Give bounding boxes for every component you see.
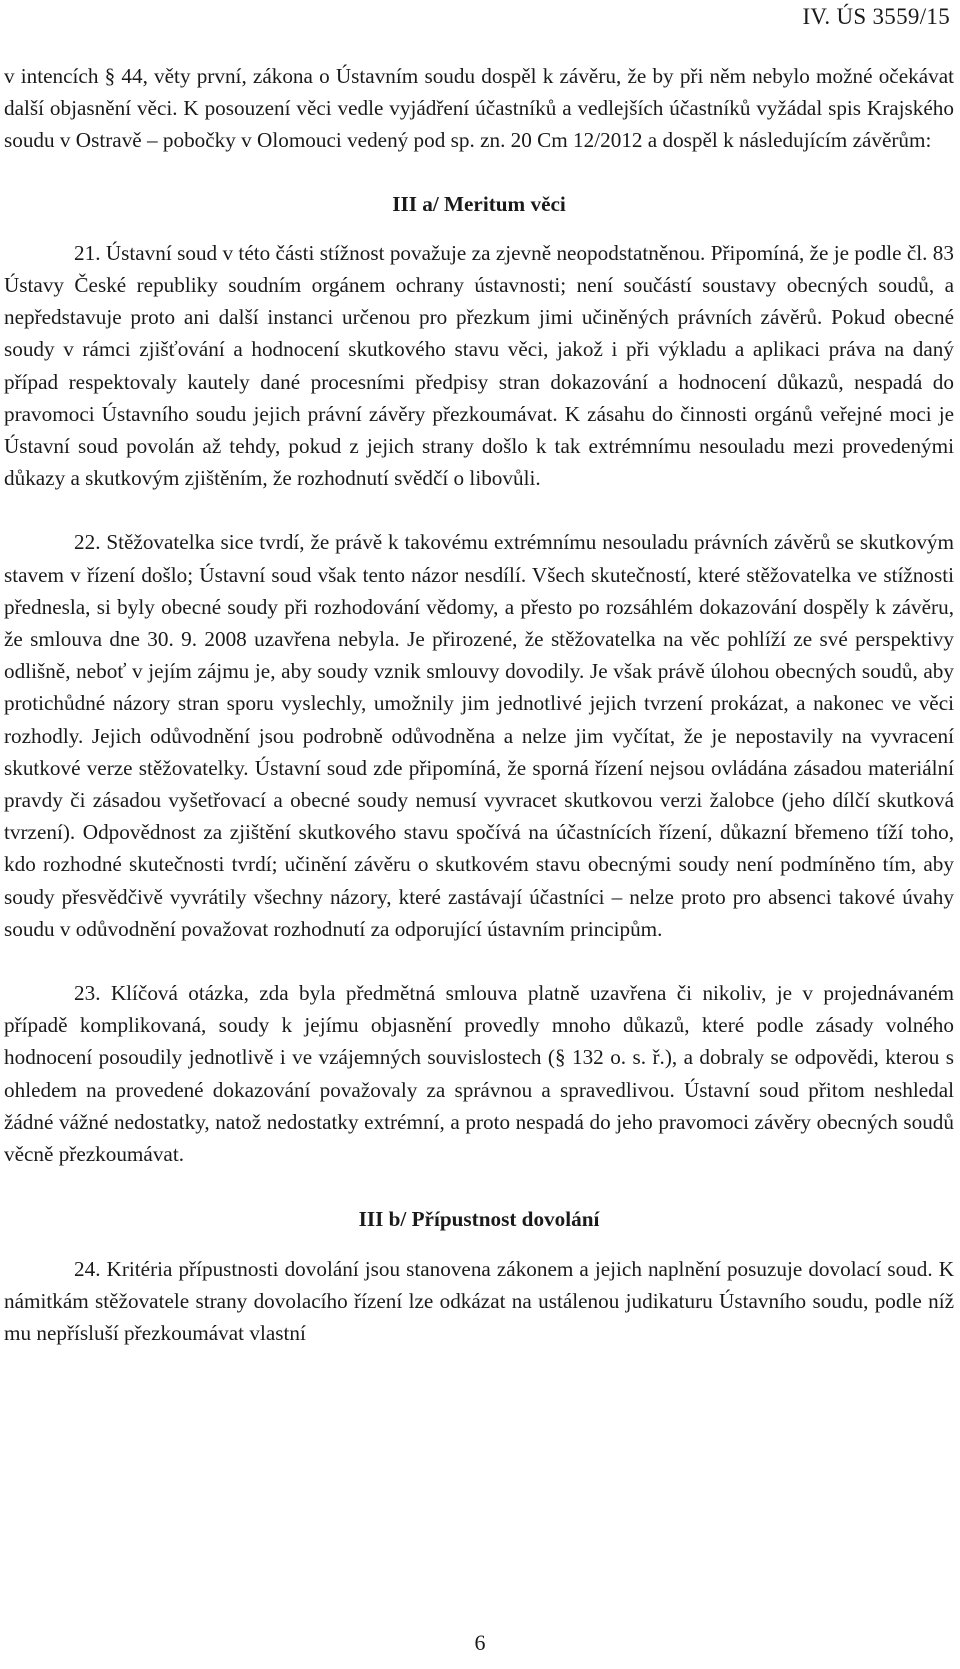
case-number: IV. ÚS 3559/15 — [802, 4, 950, 29]
section-heading-merits: III a/ Meritum věci — [392, 191, 566, 216]
paragraph-21: 21. Ústavní soud v této části stížnost považuje za zjevně neopodstatněnou. Připomíná, že je podle čl. 83 Ústavy České republiky soudním orgánem ochrany ústavnosti; není součástí soustavy obecných soudů, a nepředstavuje proto ani další instanci určenou pro přezkum jimi učiněných právních závěrů. Pokud obecné soudy v rámci zjišťování a hodnocení skutkového stavu věci, jakož i při výkladu a aplikaci práva na daný případ respektovaly kautely dané procesními předpisy stran dokazování a hodnocení důkazů, nespadá do pravomoci Ústavního soudu jejich právní závěry přezkoumávat. K zásahu do činnosti orgánů veřejné moci je Ústavní soud povolán až tehdy, pokud z jejich strany došlo k tak extrémnímu nesouladu mezi provedenými důkazy a skutkovým zjištěním, že rozhodnutí svědčí o libovůli. — [4, 240, 954, 491]
paragraph-22: 22. Stěžovatelka sice tvrdí, že právě k takovému extrémnímu nesouladu právních závěrů se skutkovým stavem v řízení došlo; Ústavní soud však tento názor nesdílí. Všech skutečností, které stěžovatelka ve stížnosti přednesla, si byly obecné soudy při rozhodování vědomy, a přesto po rozsáhlém dokazování dospěly k závěru, že smlouva dne 30. 9. 2008 uzavřena nebyla. Je přirozené, že stěžovatelka na věc pohlíží ze své perspektivy odlišně, neboť v jejím zájmu je, aby soudy vznik smlouvy dovodily. Je však právě úlohou obecných soudů, aby protichůdné názory stran sporu vyslechly, umožnily jim jednotlivé jejich tvrzení prokázat, a nakonec ve věci rozhodly. Jejich odůvodnění jsou podrobně odůvodněna a nelze jim vyčítat, že je nepostavily na vyvracení skutkové verze stěžovatelky. Ústavní soud zde připomíná, že sporná řízení nejsou ovládána zásadou materiální pravdy či zásadou vyšetřovací a obecné soudy nemusí vyvracet skutkovou verzi žalobce (jeho dílčí skutková tvrzení). Odpovědnost za zjištění skutkového stavu spočívá na účastnících řízení, důkazní břemeno tíží toho, kdo rozhodné skutečnosti tvrdí; učinění závěru o skutkovém stavu obecnými soudy není podmíněno tím, aby soudy přesvědčivě vyvrátily všechny názory, které zastávají účastníci – nelze proto pro absenci takové úvahy soudu v odůvodnění považovat rozhodnutí za odporující ústavním principům. — [4, 530, 954, 941]
paragraph-23: 23. Klíčová otázka, zda byla předmětná smlouva platně uzavřena či nikoliv, je v projednávaném případě komplikovaná, soudy k jejímu objasnění provedly mnoho důkazů, které podle zásady volného hodnocení posoudily jednotlivě i ve vzájemných souvislostech (§ 132 o. s. ř.), a dobraly se odpovědi, kterou s ohledem na provedené dokazování považovaly za správnou a spravedlivou. Ústavní soud přitom neshledal žádné vážné nedostatky, natož nedostatky extrémní, a proto nespadá do jeho pravomoci závěry obecných soudů věcně přezkoumávat. — [4, 981, 954, 1167]
document-body — [4, 60, 954, 1349]
section-heading-admissibility: III b/ Přípustnost dovolání — [358, 1207, 600, 1232]
paragraph-intro: v intencích § 44, věty první, zákona o Ústavním soudu dospěl k závěru, že by při něm nebylo možné očekávat další objasnění věci. K posouzení věci vedle vyjádření účastníků a vedlejších účastníků vyžádal spis Krajského soudu v Ostravě – pobočky v Olomouci vedený pod sp. zn. 20 Cm 12/2012 a dospěl k následujícím závěrům: — [4, 64, 954, 153]
page-number: 6 — [474, 1630, 486, 1655]
paragraph-24: 24. Kritéria přípustnosti dovolání jsou stanovena zákonem a jejich naplnění posuzuje dovolací soud. K námitkám stěžovatele strany dovolacího řízení lze odkázat na ustálenou judikaturu Ústavního soudu, podle níž mu nepřísluší přezkoumávat vlastní — [4, 1256, 954, 1345]
